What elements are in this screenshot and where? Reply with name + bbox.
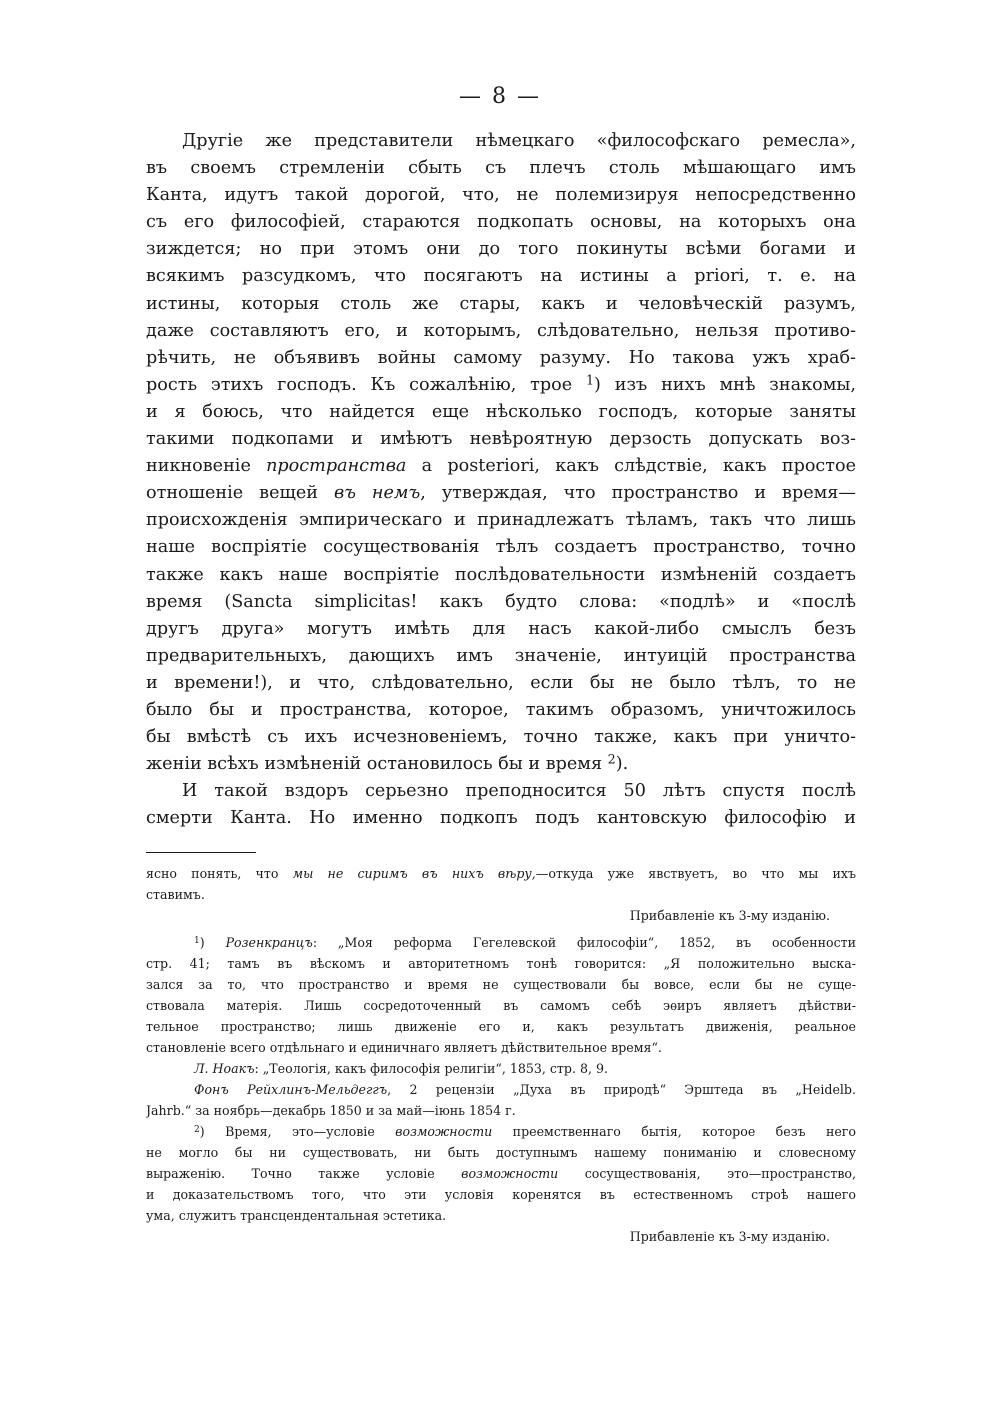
text-line: всякимъ разсудкомъ, что посягаютъ на истины a priori, т. е. на [146,266,856,287]
footnote-line: ума, служитъ трансцендентальная эстетика. [146,1208,447,1223]
text-line: Другіе же представители нѣмецкаго «философскаго ремесла», [182,131,856,151]
emphasis: мы не сиримъ въ нихъ вѣру, [292,866,536,881]
footnote-line: становленіе всего отдѣльнаго и единичнаго являетъ дѣйствительное время“. [146,1040,662,1055]
text-line: другъ друга» могутъ имѣть для насъ какой-либо смыслъ безъ [146,618,856,639]
footnote-ref: 2 [607,751,616,767]
text-segment: отношеніе вещей [146,483,318,504]
footnote-author: Розенкранцъ [225,935,313,950]
text-line: съ его философіей, стараются подкопать основы, на которыхъ она [146,212,856,233]
footnote-line: тельное пространство; лишь движеніе его и, какъ результатъ движенія, реальное [146,1019,856,1034]
footnote-line: стр. 41; тамъ въ вѣскомъ и авторитетномъ тонѣ говорится: „Я положительно выска- [146,956,856,971]
page-number: — 8 — [459,84,541,109]
text-segment: : „Моя реформа Гегелевской философіи“, 1852, въ особенности [312,935,856,950]
text-line [146,480,856,507]
footnote-line [146,1079,856,1100]
footnote-line: ставимъ. [146,887,205,902]
text-segment: , 2 рецензіи „Духа въ природѣ“ Эрштеда въ „Heidelb. [387,1082,856,1097]
footnote-mark: 1 [194,935,200,946]
text-line: также какъ наше воспріятіе послѣдовательности измѣненій создаетъ [146,564,856,585]
footnote-line [146,863,856,884]
text-segment: преемственнаго бытія, которое безъ него [512,1124,856,1139]
text-line: время (Sancta simplicitas! какъ будто слова: «подлѣ» и «послѣ [146,591,856,612]
text-line: наше воспріятіе сосуществованія тѣлъ создаетъ пространство, точно [146,537,856,558]
text-segment: , утверждая, что пространство и время— [420,483,856,504]
footnotes [146,863,856,1247]
text-segment: —откуда уже явствуетъ, во что мы ихъ [535,866,856,881]
footnote-ref: 1 [585,372,595,388]
emphasis: въ немъ [333,483,421,504]
text-segment: женіи всѣхъ измѣненій остановилось бы и время [146,754,603,775]
emphasis: возможности [461,1166,559,1181]
text-segment: никновеніе [146,456,251,477]
text-segment: ясно понять, что [146,866,279,881]
text-line: предварительныхъ, дающихъ имъ значеніе, интуицій пространства [146,645,856,666]
addendum-note: Прибавленіе къ 3-му изданію. [629,908,830,923]
text-line: въ своемъ стремленіи сбыть съ плечъ столь мѣшающаго имъ [146,158,856,179]
text-line: зиждется; но при этомъ они до того покинуты всѣми богами и [146,239,856,260]
text-line: такими подкопами и имѣютъ невѣроятную дерзость допускать воз- [146,429,856,450]
footnote-line [146,1121,856,1142]
text-segment: a posteriori, какъ слѣдствіе, какъ простое [421,456,856,477]
text-line: даже составляютъ его, и которымъ, слѣдовательно, нельзя противо- [146,320,856,341]
text-line [146,751,856,778]
text-line [146,372,856,399]
text-line [146,453,856,480]
footnote-author: Фонъ Рейхлинъ-Мельдеггъ [194,1082,388,1097]
footnote-line: $^1$) Розенкранцъ: „Моя реформа Гегелевской философіи“, 1852, въ особенности [194,935,856,950]
footnote-line [146,1163,856,1184]
emphasis: пространства [266,456,407,477]
text-line: и времени!), и что, слѣдовательно, если бы не было тѣлъ, то не [146,672,856,693]
footnote-line: ствовала матерія. Лишь сосредоточенный въ самомъ себѣ эѳиръ являетъ дѣйстви- [146,998,856,1013]
footnote-divider [146,852,256,853]
text-segment: ) изъ нихъ мнѣ знакомы, [594,374,856,395]
text-line: Канта, идутъ такой дорогой, что, не полемизируя непосредственно [146,185,856,206]
text-line: бы вмѣстѣ съ ихъ исчезновеніемъ, точно также, какъ при уничто- [146,727,856,748]
text-segment: ). [615,754,629,775]
text-line: И такой вздоръ серьезно преподносится 50 лѣтъ спустя послѣ [182,781,856,802]
text-segment: рость этихъ господъ. Къ сожалѣнію, трое [146,374,573,395]
text-line: истины, которыя столь же стары, какъ и человѣческій разумъ, [146,293,856,314]
text-segment: ) Время, это—условіе [199,1124,375,1139]
footnote-line: зался за то, что пространство и время не существовали бы вовсе, если бы не суще- [146,977,856,992]
addendum-note: Прибавленіе къ 3-му изданію. [629,1229,830,1244]
footnote-line: не могло бы ни существовать, ни быть доступнымъ нашему пониманію и словесному [146,1145,856,1160]
text-segment: : „Теологія, какъ философія религіи“, 1853, стр. 8, 9. [254,1061,609,1076]
text-line: рѣчить, не объявивъ войны самому разуму. Но такова ужъ храб- [146,347,856,368]
text-line: и я боюсь, что найдется еще нѣсколько господъ, которые заняты [146,401,856,422]
text-line: смерти Канта. Но именно подкопъ подъ кантовскую философію и [146,808,856,829]
footnote-line: Jahrb.“ за ноябрь—декабрь 1850 и за май—іюнь 1854 г. [146,1103,516,1118]
main-text [146,128,856,832]
footnote-line [146,1058,856,1079]
text-segment: выраженію. Точно также условіе [146,1166,435,1181]
footnote-line: и доказательствомъ того, что эти условія коренятся въ естественномъ строѣ нашего [146,1187,856,1202]
text-line: было бы и пространства, которое, такимъ образомъ, уничтожилось [146,699,856,720]
text-segment: сосуществованія, это—пространство, [584,1166,856,1181]
footnote-author: Л. Ноакъ [194,1061,255,1076]
footnote-mark: 2 [194,1124,200,1135]
text-line: происхожденія эмпирическаго и принадлежатъ тѣламъ, такъ что лишь [146,510,856,531]
emphasis: возможности [395,1124,493,1139]
